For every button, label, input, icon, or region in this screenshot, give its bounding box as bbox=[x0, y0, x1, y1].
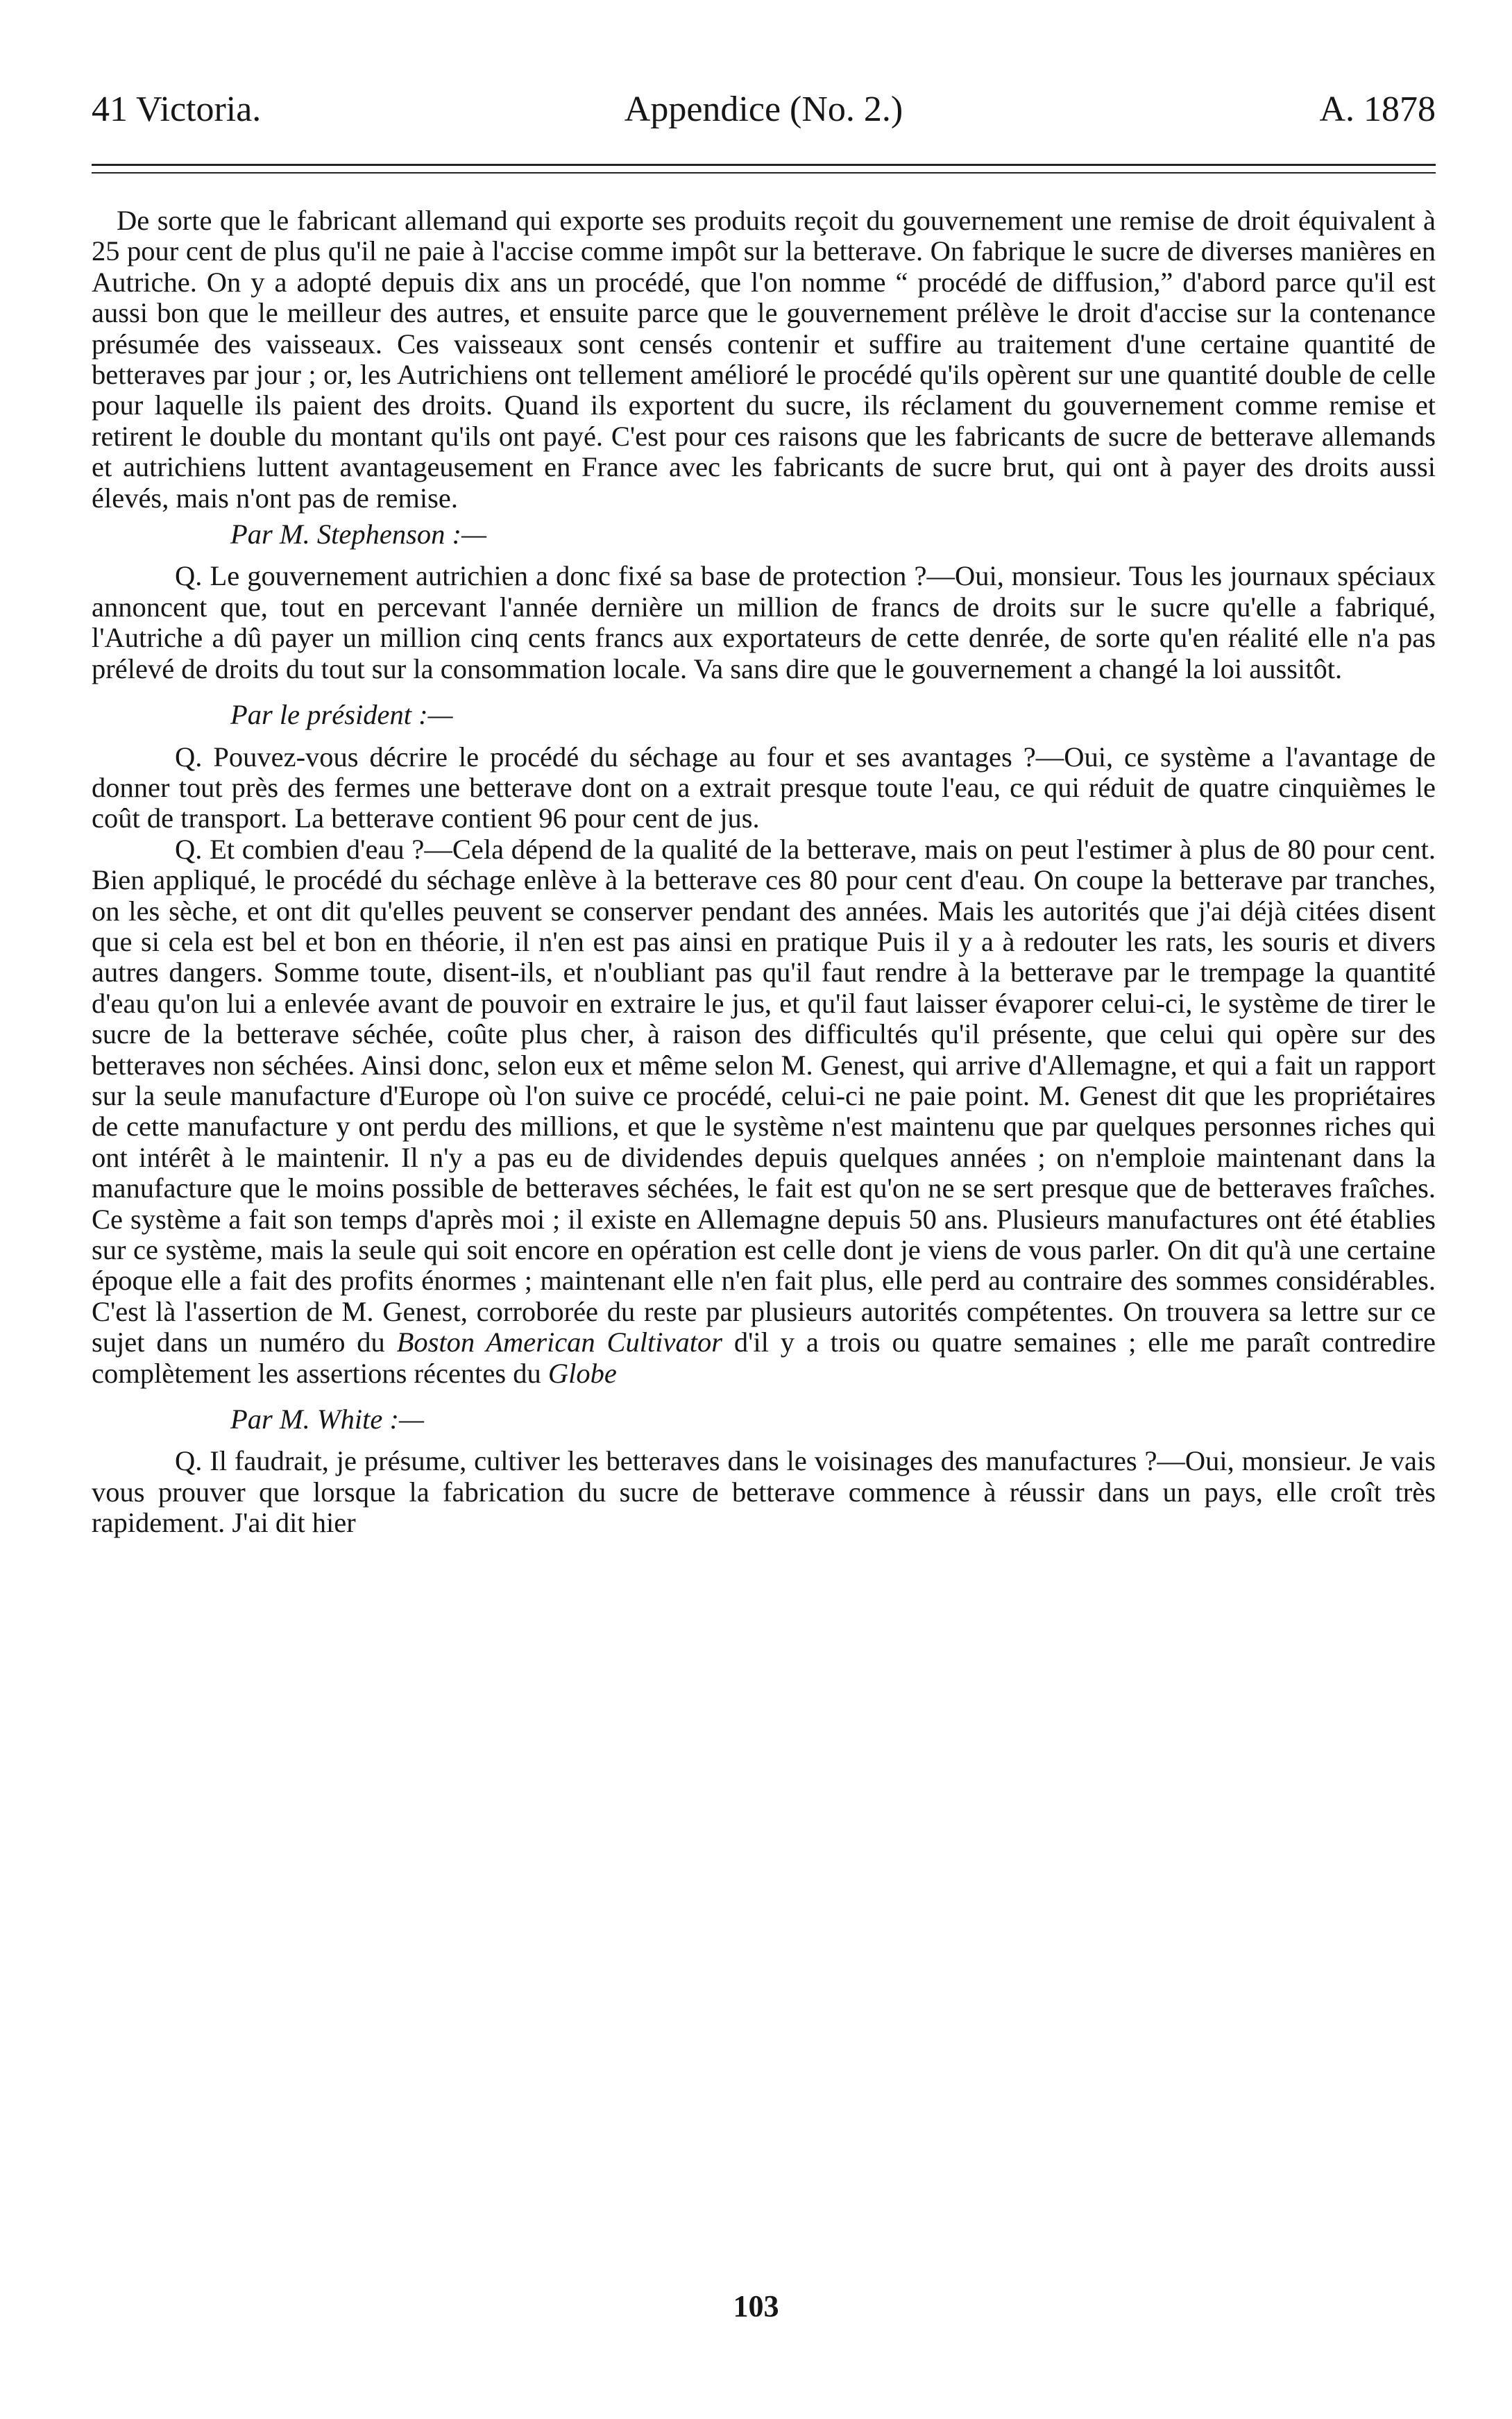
question-austria-protection: Q. Le gouvernement autrichien a donc fixé sa base de protection ?—Oui, monsieur. Tous les journaux spéciaux annoncent que, tout en percevant l'année dernière un million de francs de droits sur le sucre qu'elle a fabriqué, l'Autriche a dû payer un million cinq cents francs aux exportateurs de cette denrée, de sorte qu'en réalité elle n'a pas prélevé de droits du tout sur la consommation locale. Va sans dire que le gouvernement a changé la loi aussitôt. bbox=[92, 560, 1436, 684]
speaker-white: Par M. White :— bbox=[230, 1404, 424, 1435]
speaker-stephenson: Par M. Stephenson :— bbox=[230, 519, 486, 550]
question-drying-process: Q. Pouvez-vous décrire le procédé du séchage au four et ses avantages ?—Oui, ce système a l'avantage de donner tout près des fermes une betterave dont on a extrait presque toute l'eau, ce qui réduit de quatre cinquièmes le coût de transport. La betterave contient 96 pour cent de jus. bbox=[92, 741, 1436, 834]
journal-title: Boston American Cultivator bbox=[396, 1326, 723, 1358]
water-content-text-cont: d'il y a trois ou quatre semaines ; elle me paraît contredire complètement les assertions récentes du bbox=[92, 1326, 1436, 1389]
question-cultivation: Q. Il faudrait, je présume, cultiver les betteraves dans le voisinages des manufactures ?—Oui, monsieur. Je vais vous prouver que lorsque la fabrication du sucre de betterave commence à réussir dans un pays, elle croît très rapidement. J'ai dit hier bbox=[92, 1445, 1436, 1539]
header-appendix: Appendice (No. 2.) bbox=[624, 90, 903, 129]
globe-title: Globe bbox=[547, 1357, 617, 1389]
paragraph-sugar-export: De sorte que le fabricant allemand qui exporte ses produits reçoit du gouvernement une remise de droit équivalent à 25 pour cent de plus qu'il ne paie à l'accise comme impôt sur la betterave. On fabrique le sucre de diverses manières en Autriche. On y a adopté depuis dix ans un procédé, que l'on nomme “ procédé de diffusion,” d'abord parce qu'il est aussi bon que le meilleur des autres, et ensuite parce que le gouvernement prélève le droit d'accise sur la contenance présumée des vaisseaux. Ces vaisseaux sont censés contenir et suffire au traitement d'une certaine quantité de betteraves par jour ; or, les Autrichiens ont tellement amélioré le procédé qu'ils opèrent sur une quantité double de celle pour laquelle ils paient des droits. Quand ils exportent du sucre, ils réclament du gouvernement comme remise et retirent le double du montant qu'ils ont payé. C'est pour ces raisons que les fabricants de sucre de betterave allemands et autrichiens luttent avantageusement en France avec les fabricants de sucre brut, qui ont à payer des droits aussi élevés, mais n'ont pas de remise. bbox=[92, 205, 1436, 514]
running-header bbox=[92, 82, 1436, 137]
water-content-text: Q. Et combien d'eau ?—Cela dépend de la qualité de la betterave, mais on peut l'estimer à plus de 80 pour cent. Bien appliqué, le procédé du séchage enlève à la betterave ces 80 pour cent d'eau. On coupe la betterave par tranches, on les sèche, et ont dit qu'elles peuvent se conserver pendant des années. Mais les autorités que j'ai déjà citées disent que si cela est bel et bon en théorie, il n'en est pas ainsi en pratique Puis il y a à redouter les rats, les souris et divers autres dangers. Somme toute, disent-ils, et n'oubliant pas qu'il faut rendre à la betterave par le trempage la quantité d'eau qu'on lui a enlevée avant de pouvoir en extraire le jus, et qu'il faut laisser évaporer celui-ci, le système de tirer le sucre de la betterave séchée, coûte plus cher, à raison des difficultés qu'il présente, que celui qui opère sur des betteraves non séchées. Ainsi donc, selon eux et même selon M. Genest, qui arrive d'Allemagne, et qui a fait un rapport sur la seule manufacture d'Europe où l'on suive ce procédé, celui-ci ne paie point. M. Genest dit que les propriétaires de cette manufacture y ont perdu des millions, et que le système n'est maintenu que par quelques personnes riches qui ont intérêt à le maintenir. Il n'y a pas eu de dividendes depuis quelques années ; on n'emploie maintenant dans la manufacture que le moins possible de betteraves séchées, le fait est qu'on ne se sert presque que de betteraves fraîches. Ce système a fait son temps d'après moi ; il existe en Allemagne depuis 50 ans. Plusieurs manufactures ont été établies sur ce système, mais la seule qui soit encore en opération est celle dont je viens de vous parler. On dit qu'à une certaine époque elle a fait des profits énormes ; maintenant elle n'en fait plus, elle perd au contraire des sommes considérables. C'est là l'assertion de M. Genest, corroborée du reste par plusieurs autorités compétentes. On trouvera sa lettre sur ce sujet dans un numéro du bbox=[92, 833, 1436, 1358]
header-volume: 41 Victoria. bbox=[92, 90, 262, 129]
header-year: A. 1878 bbox=[1319, 90, 1436, 129]
speaker-president: Par le président :— bbox=[230, 699, 453, 731]
question-water-content bbox=[92, 834, 1436, 1389]
page-number: 103 bbox=[733, 2289, 779, 2323]
header-rule-top bbox=[92, 164, 1436, 166]
header-rule-bottom bbox=[92, 172, 1436, 174]
page-body bbox=[92, 205, 1436, 1539]
